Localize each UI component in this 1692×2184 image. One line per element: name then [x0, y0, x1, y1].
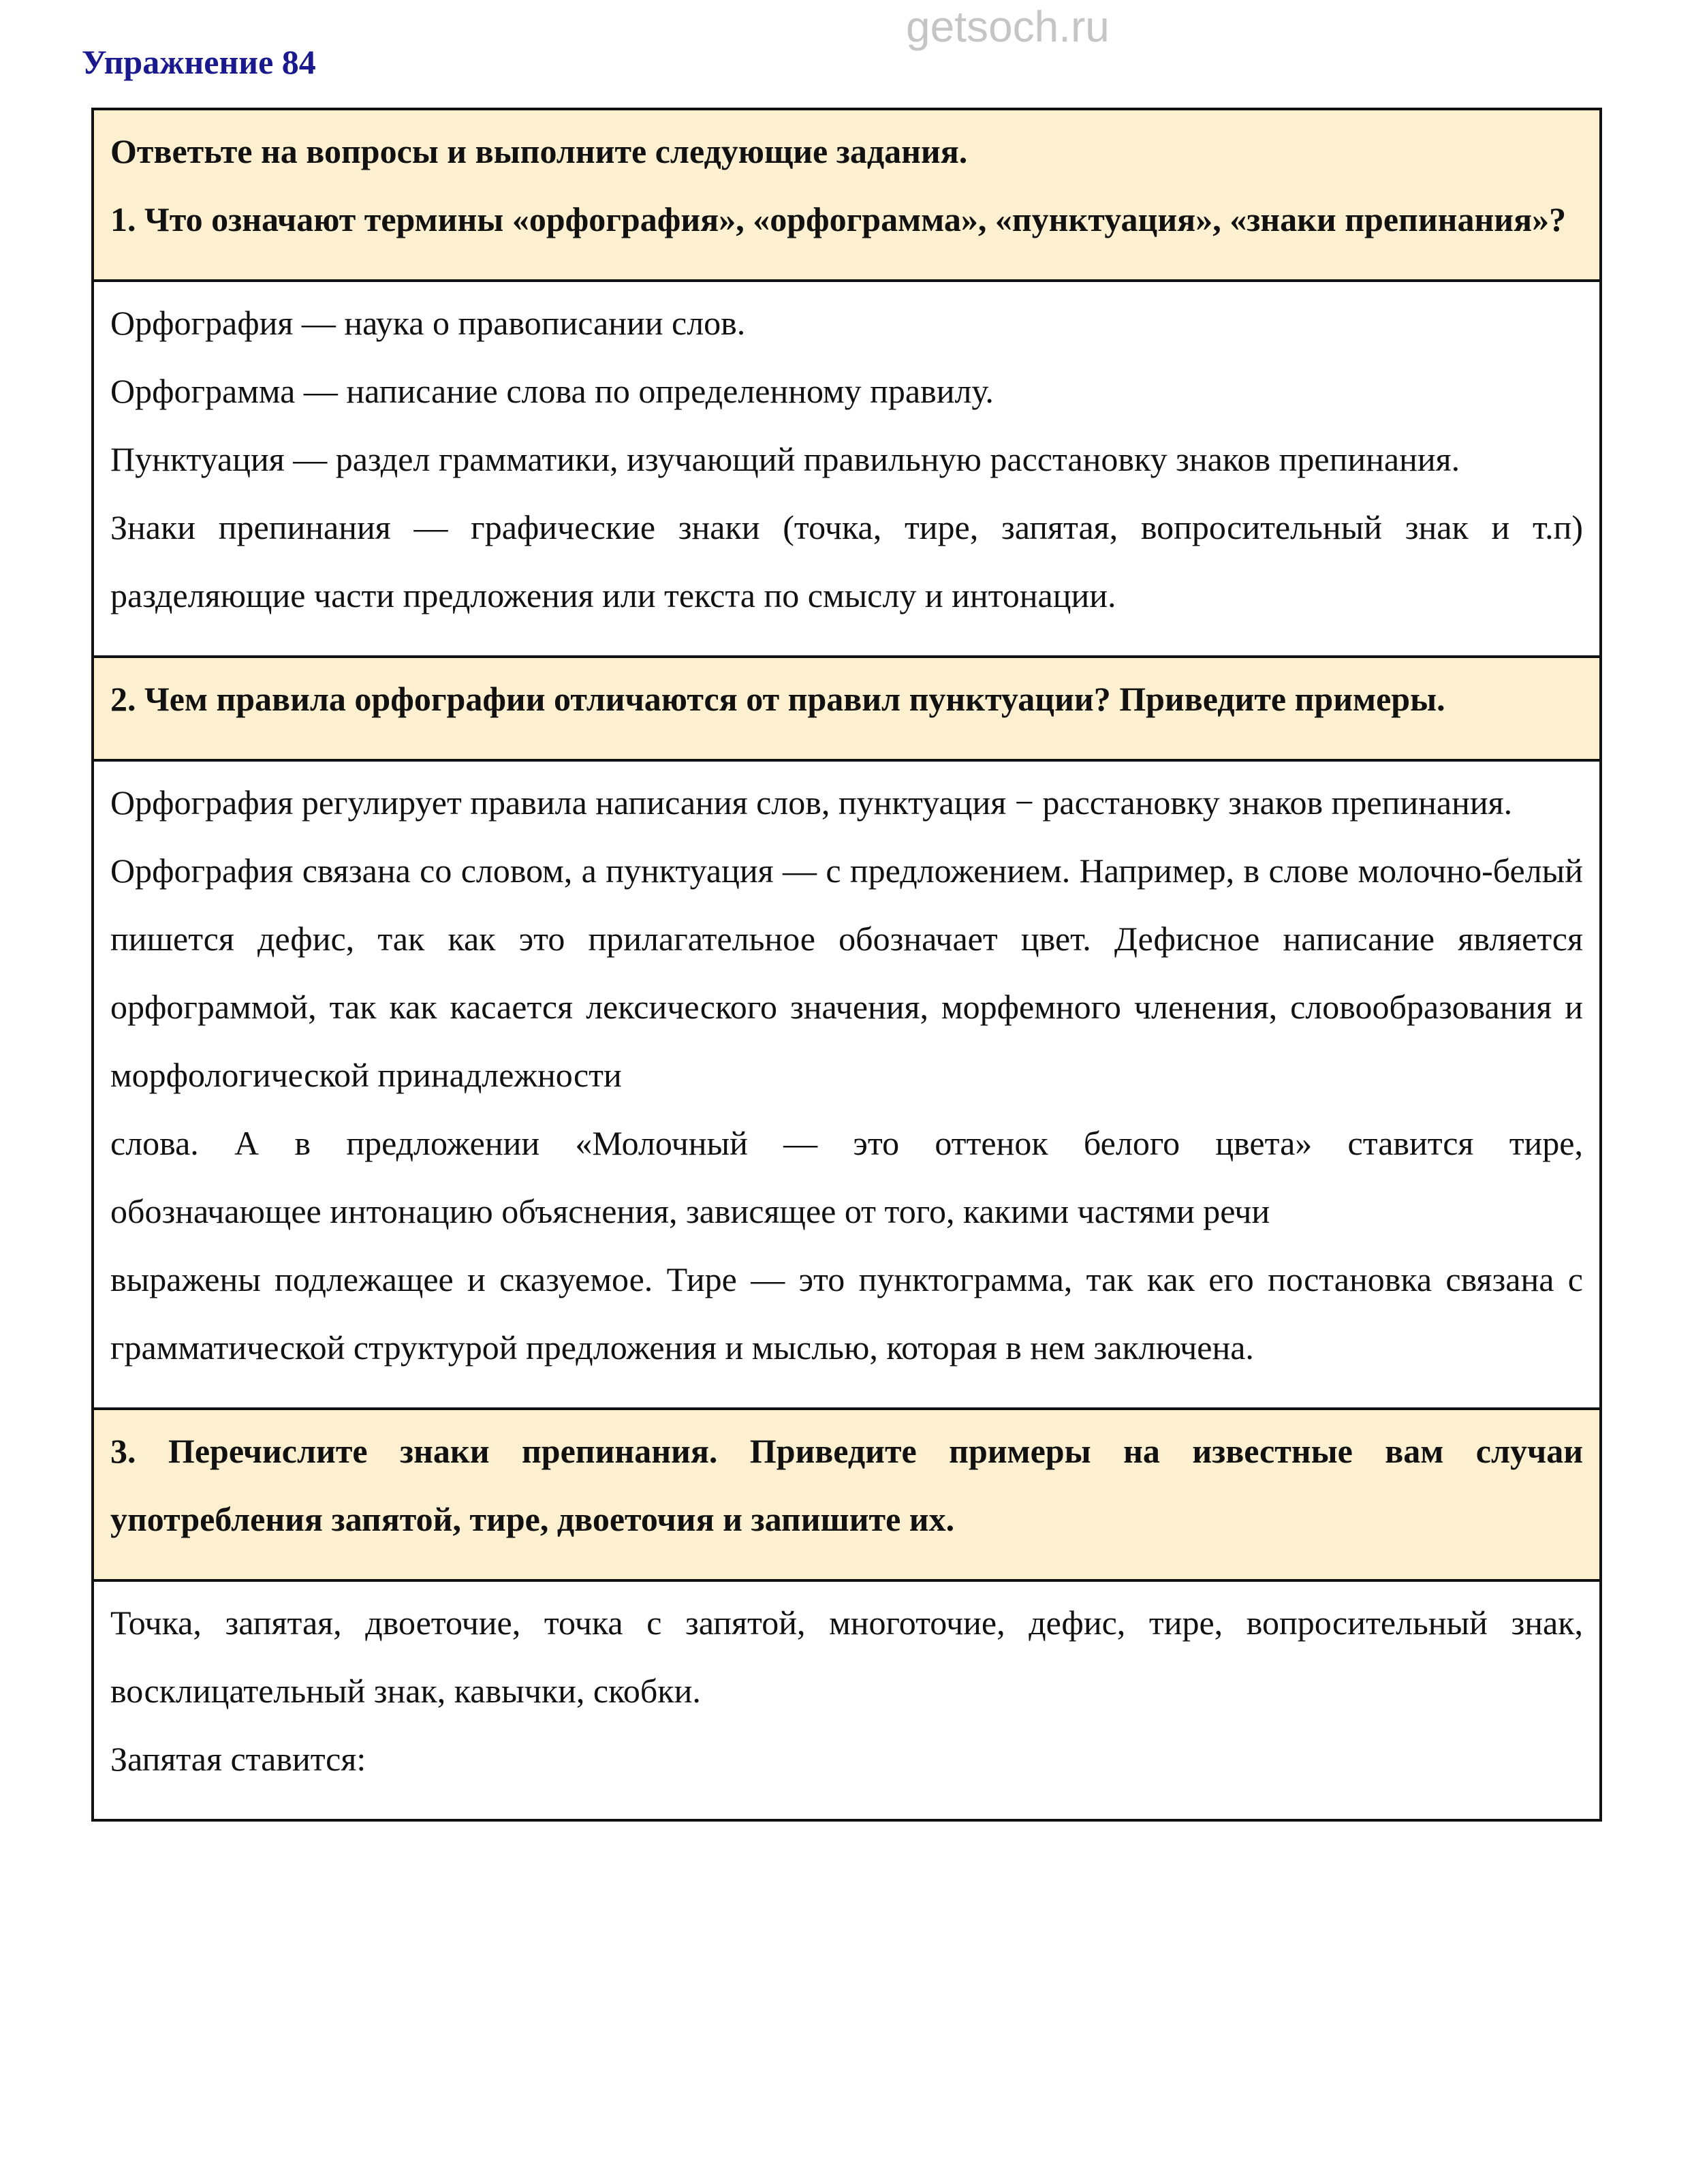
answer-row-1: [94, 279, 1599, 655]
question-text: 3. Перечислите знаки препинания. Приведите примеры на известные вам случаи употребления запятой, тире, двоеточия и запишите их.: [110, 1432, 1583, 1538]
answer-paragraph: Точка, запятая, двоеточие, точка с запятой, многоточие, дефис, тире, вопросительный знак, восклицательный знак, кавычки, скобки.: [110, 1604, 1583, 1710]
answer-paragraph: обозначающее интонацию объяснения, зависящее от того, какими частями речи: [110, 1192, 1270, 1230]
answer-paragraph: Орфограмма — написание слова по определенному правилу.: [110, 372, 994, 410]
question-text: 2. Чем правила орфографии отличаются от правил пунктуации? Приведите примеры.: [110, 680, 1445, 718]
question-row-1: [94, 110, 1599, 279]
answer-paragraph: Орфография связана со словом, а пунктуация — с предложением. Например, в слове молочно-белый пишется дефис, так как это прилагательное обозначает цвет. Дефисное написание является орфограммой, так как касается лексического значения, морфемного членения, словообразования и морфологической принадлежности: [110, 852, 1583, 1094]
answer-paragraph: Знаки препинания — графические знаки (точка, тире, запятая, вопросительный знак и т.п) разделяющие части предложения или текста по смыслу и интонации.: [110, 508, 1583, 614]
exercise-table: [91, 108, 1602, 1822]
question-text: 1. Что означают термины «орфография», «орфограмма», «пунктуация», «знаки препинания»?: [110, 200, 1567, 238]
answer-paragraph: Пунктуация — раздел грамматики, изучающий правильную расстановку знаков препинания.: [110, 440, 1460, 478]
answer-paragraph: Орфография регулирует правила написания слов, пунктуация − расстановку знаков препинания.: [110, 783, 1513, 822]
answer-paragraph: Орфография — наука о правописании слов.: [110, 304, 746, 342]
answer-row-3: [94, 1579, 1599, 1819]
instruction-text: Ответьте на вопросы и выполните следующие задания.: [110, 132, 968, 170]
question-row-2: [94, 655, 1599, 759]
answer-paragraph: слова. А в предложении «Молочный — это оттенок белого цвета» ставится тире,: [110, 1124, 1583, 1162]
answer-paragraph: выражены подлежащее и сказуемое. Тире — это пунктограмма, так как его постановка связана с грамматической структурой предложения и мыслью, которая в нем заключена.: [110, 1260, 1583, 1367]
exercise-title: Упражнение 84: [82, 43, 316, 81]
watermark: getsoch.ru: [906, 2, 1110, 51]
answer-row-2: [94, 759, 1599, 1407]
answer-paragraph: Запятая ставится:: [110, 1740, 366, 1778]
question-row-3: [94, 1407, 1599, 1579]
